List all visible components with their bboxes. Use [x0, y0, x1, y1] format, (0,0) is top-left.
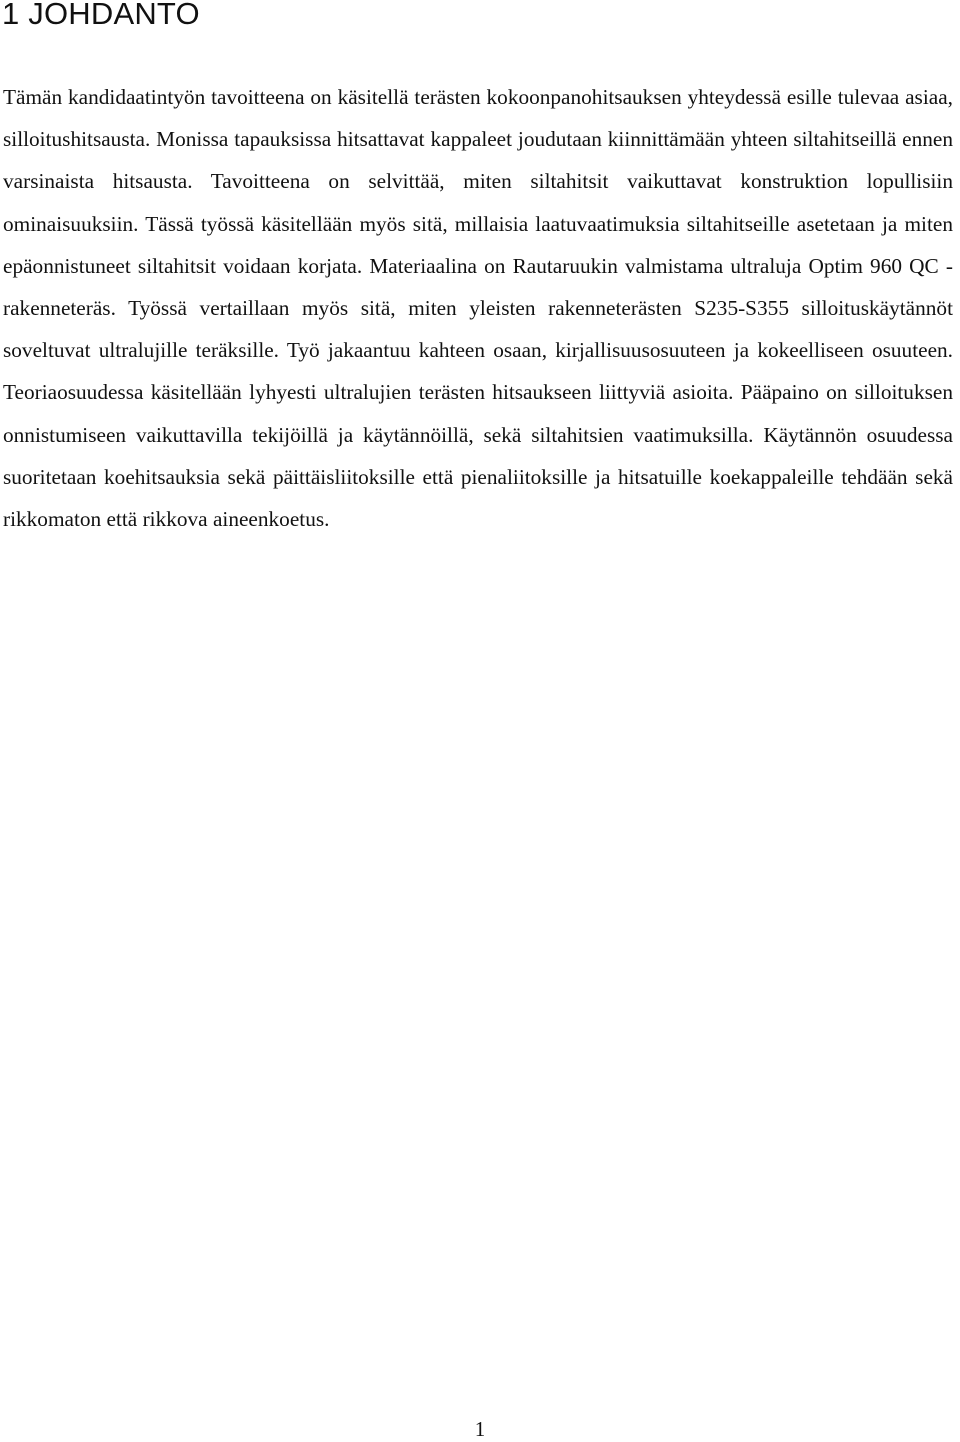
section-heading: 1 JOHDANTO	[2, 0, 200, 31]
body-paragraph: Tämän kandidaatintyön tavoitteena on käsitellä terästen kokoonpanohitsauksen yhteydessä esille tulevaa asiaa, silloitushitsausta. Monissa tapauksissa hitsattavat kappaleet joudutaan kiinnittämään yhteen siltahitseillä ennen varsinaista hitsausta. Tavoitteena on selvittää, miten siltahitsit vaikuttavat konstruktion lopullisiin ominaisuuksiin. Tässä työssä käsitellään myös sitä, millaisia laatuvaatimuksia siltahitseille asetetaan ja miten epäonnistuneet siltahitsit voidaan korjata. Materiaalina on Rautaruukin valmistama ultraluja Optim 960 QC -rakenneteräs. Työssä vertaillaan myös sitä, miten yleisten rakenneterästen S235-S355 silloituskäytännöt soveltuvat ultralujille teräksille. Työ jakaantuu kahteen osaan, kirjallisuusosuuteen ja kokeelliseen osuuteen. Teoriaosuudessa käsitellään lyhyesti ultralujien terästen hitsaukseen liittyviä asioita. Pääpaino on silloituksen onnistumiseen vaikuttavilla tekijöillä ja käytännöillä, sekä siltahitsien vaatimuksilla. Käytännön osuudessa suoritetaan koehitsauksia sekä päittäisliitoksille että pienaliitoksille ja hitsatuille koekappaleille tehdään sekä rikkomaton että rikkova aineenkoetus.	[3, 85, 953, 532]
page-number: 1	[474, 1417, 486, 1441]
